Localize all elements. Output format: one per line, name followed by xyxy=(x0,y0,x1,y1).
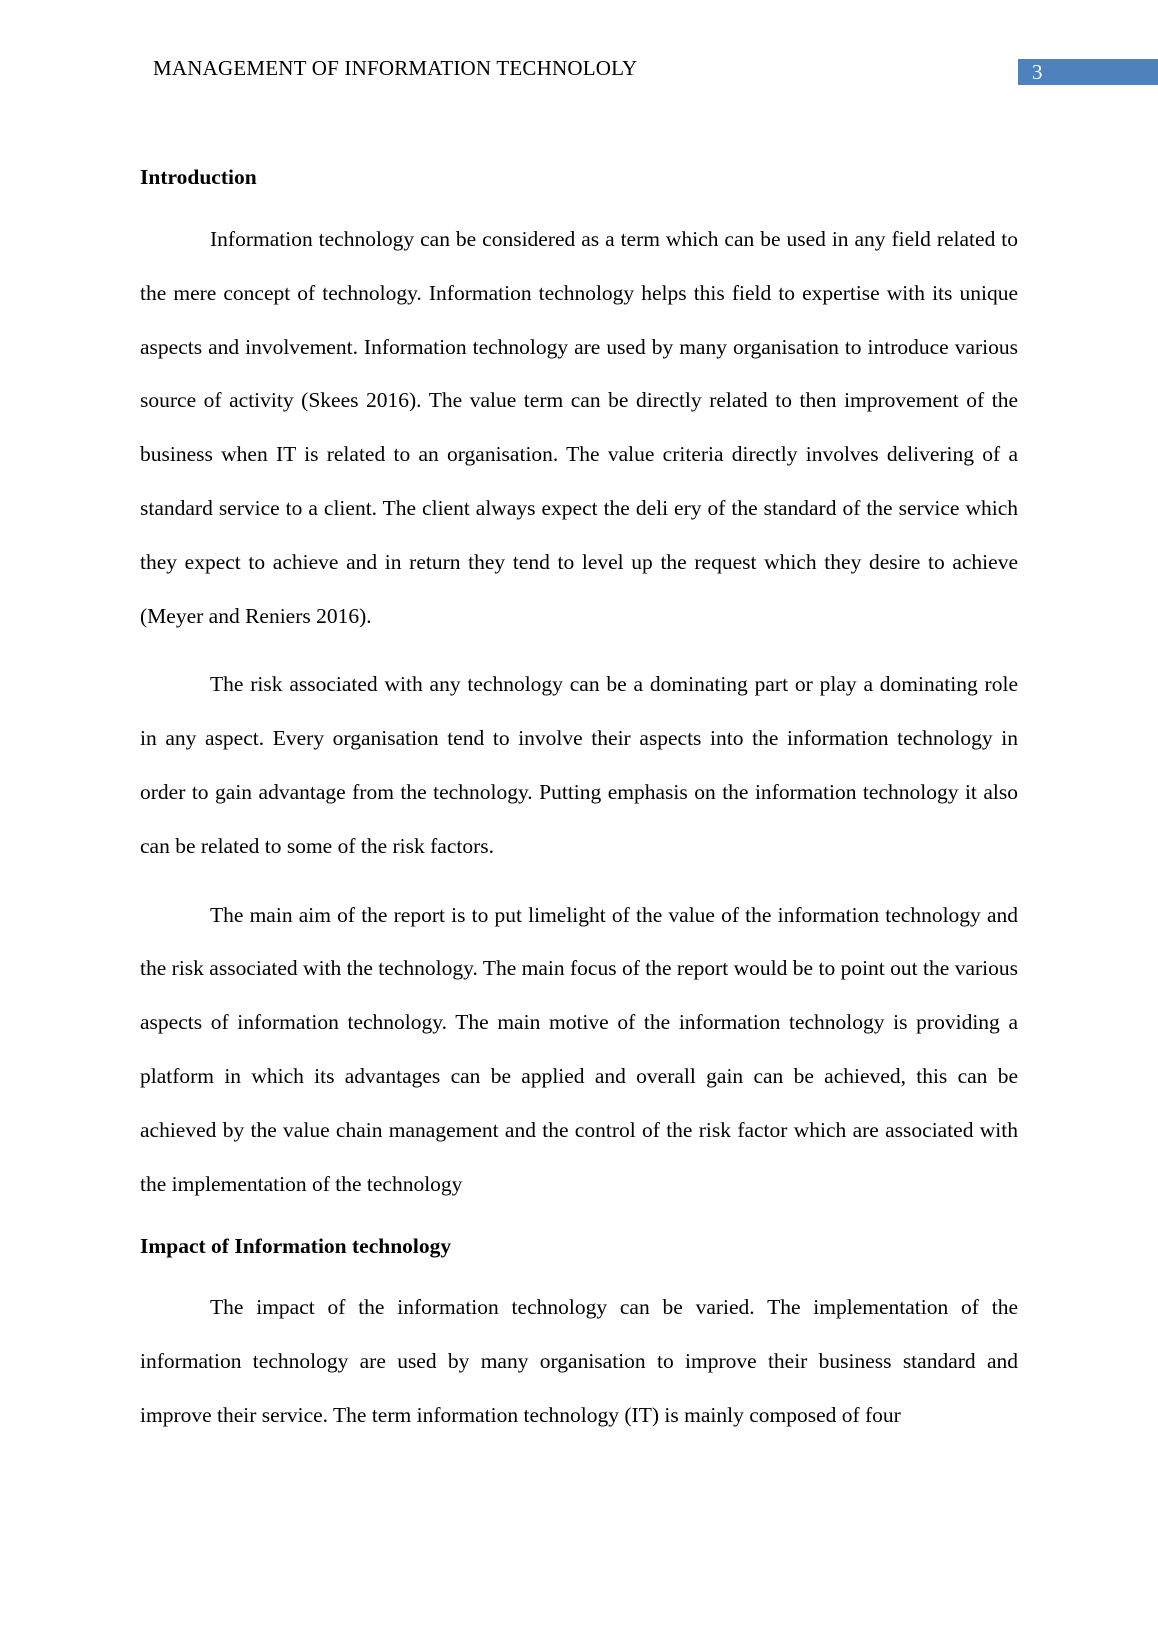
introduction-paragraph-2: The risk associated with any technology can be a dominating part or play a dominating role in any aspect. Every organisation tend to involve their aspects into the information technology in order to gain advantage from the technology. Putting emphasis on the information technology it also can be related to some of the risk factors. xyxy=(140,672,1018,858)
page-number: 3 xyxy=(1032,60,1043,84)
introduction-paragraph-3: The main aim of the report is to put limelight of the value of the information technology and the risk associated with the technology. The main focus of the report would be to point out the various aspects of information technology. The main motive of the information technology is providing a platform in which its advantages can be applied and overall gain can be achieved, this can be achieved by the value chain management and the control of the risk factor which are associated with the implementation of the technology xyxy=(140,902,1018,1196)
impact-heading: Impact of Information technology xyxy=(140,1234,452,1259)
document-body xyxy=(140,160,1018,1443)
page-number-badge xyxy=(1018,59,1158,85)
running-head-title: MANAGEMENT OF INFORMATION TECHNOLOLY xyxy=(153,56,638,80)
introduction-heading: Introduction xyxy=(140,165,257,189)
impact-paragraph-1: The impact of the information technology can be varied. The implementation of the information technology are used by many organisation to improve their business standard and improve their service. The term information technology (IT) is mainly composed of four xyxy=(140,1295,1018,1427)
introduction-paragraph-1: Information technology can be considered as a term which can be used in any field related to the mere concept of technology. Information technology helps this field to expertise with its unique aspects and involvement. Information technology are used by many organisation to introduce various source of activity (Skees 2016). The value term can be directly related to then improvement of the business when IT is related to an organisation. The value criteria directly involves delivering of a standard service to a client. The client always expect the deli ery of the standard of the service which they expect to achieve and in return they tend to level up the request which they desire to achieve (Meyer and Reniers 2016). xyxy=(140,227,1018,628)
